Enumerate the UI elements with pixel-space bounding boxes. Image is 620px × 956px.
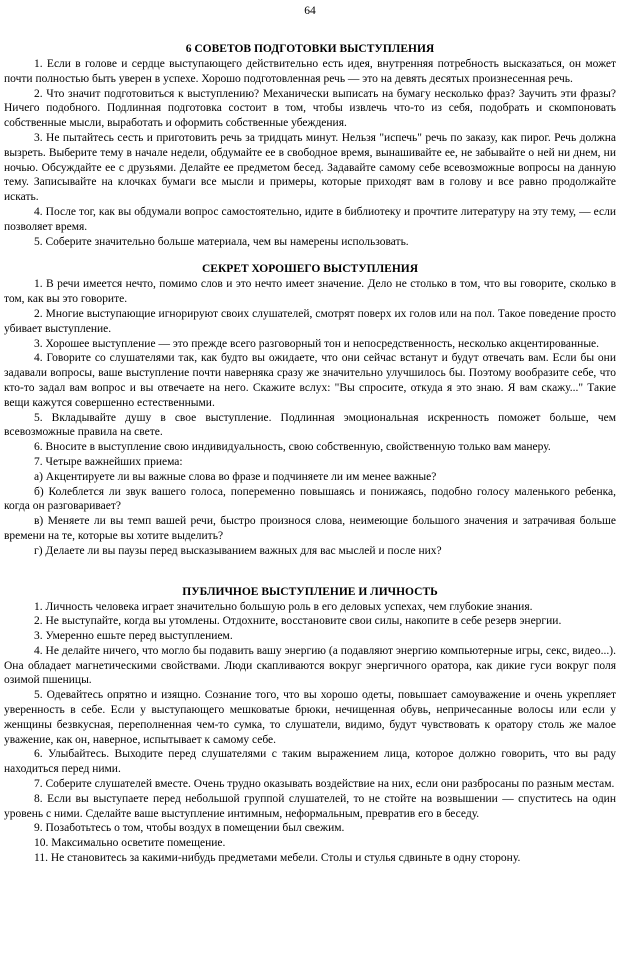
- paragraph: 5. Одевайтесь опрятно и изящно. Сознание того, что вы хорошо одеты, повышает самоуважение и очень укрепляет уверенность в себе. Если у выступающего мешковатые брюки, нечищенная обувь, непричесанные волосы или если у женщины безвкусная, переполненная чем-то сумка, то слушатели, видимо, будут чувствовать к оратору столь же малое уважение, как он, наверное, испытывает к самому себе.: [4, 689, 616, 746]
- section-title: СЕКРЕТ ХОРОШЕГО ВЫСТУПЛЕНИЯ: [201, 263, 419, 276]
- paragraph: 5. Соберите значительно больше материала, чем вы намерены использовать.: [34, 235, 409, 248]
- paragraph: 8. Если вы выступаете перед небольшой группой слушателей, то не стойте на возвышении — спуститесь на один уровень с ними. Сделайте ваше выступление интимным, неформальным, превратив его в беседу.: [4, 792, 616, 820]
- paragraph: 7. Четыре важнейших приема:: [34, 455, 183, 468]
- page-number: 64: [304, 5, 316, 17]
- paragraph: 6. Вносите в выступление свою индивидуальность, свою собственную, свойственную только вам манеру.: [34, 441, 551, 454]
- paragraph: в) Меняете ли вы темп вашей речи, быстро произнося слова, неимеющие большого значения и затрачивая больше времени на те, которые вы хотите выделить?: [4, 515, 616, 542]
- section-good-speech-secret: [4, 262, 616, 558]
- section-preparation: [4, 42, 616, 249]
- paragraph: 2. Многие выступающие игнорируют своих слушателей, смотрят поверх их голов или на пол. Такое поведение просто убивает выступление.: [4, 307, 616, 335]
- paragraph: 7. Соберите слушателей вместе. Очень трудно оказывать воздействие на них, если они разбросаны по разным местам.: [34, 778, 615, 791]
- paragraph: 2. Не выступайте, когда вы утомлены. Отдохните, восстановите свои силы, накопите в себе резерв энергии.: [34, 615, 562, 628]
- paragraph: 10. Максимально осветите помещение.: [34, 837, 226, 850]
- paragraph: 4. После тог, как вы обдумали вопрос самостоятельно, идите в библиотеку и прочтите литературу на эту тему, — если позволяет время.: [4, 205, 616, 233]
- paragraph: 4. Говорите со слушателями так, как будто вы ожидаете, что они сейчас встанут и будут отвечать вам. Если бы они задавали вопросы, ваше выступление почти наверняка сразу же значительно улучшилось бы. Поэтому вообразите себе, что кто-то задал вам вопрос и вы отвечаете на него. Скажите вслух: "Вы спросите, откуда я это знаю. Я вам скажу..." Такие вещи кажутся совершенно естественными.: [4, 352, 616, 409]
- paragraph: 11. Не становитесь за какими-нибудь предметами мебели. Столы и стулья сдвиньте в одну сторону.: [34, 852, 521, 865]
- paragraph: 3. Не пытайтесь сесть и приготовить речь за тридцать минут. Нельзя "испечь" речь по заказу, как пирог. Речь должна вызреть. Выберите тему в начале недели, обдумайте ее в свободное время, вынашивайте ее, не забывайте о ней ни днем, ни ночью. Обсуждайте ее с друзьями. Делайте ее предметом бесед. Задавайте самому себе всевозможные вопросы на данную тему. Записывайте на клочках бумаги все мысли и примеры, которые приходят вам в голову и все равно продолжайте искать.: [4, 131, 616, 204]
- paragraph: б) Колеблется ли звук вашего голоса, попеременно повышаясь и понижаясь, подобно голосу маленького ребенка, когда он разговаривает?: [4, 485, 616, 513]
- paragraph: 3. Хорошее выступление — это прежде всего разговорный тон и непосредственность, несколько акцентированные.: [34, 337, 600, 350]
- paragraph: 9. Позаботьтесь о том, чтобы воздух в помещении был свежим.: [34, 822, 345, 835]
- paragraph: 1. Личность человека играет значительно большую роль в его деловых успехах, чем глубокие знания.: [34, 600, 533, 613]
- paragraph: 5. Вкладывайте душу в свое выступление. Подлинная эмоциональная искренность поможет больше, чем всевозможные правила на свете.: [4, 411, 616, 439]
- section-public-speech-personality: [4, 585, 616, 866]
- paragraph: 1. В речи имеется нечто, помимо слов и это нечто имеет значение. Дело не столько в том, что вы говорите, сколько в том, как вы это говорите.: [4, 278, 616, 306]
- paragraph: 2. Что значит подготовиться к выступлению? Механически выписать на бумагу несколько фраз? Заучить эти фразы? Ничего подобного. Подлинная подготовка состоит в том, чтобы извлечь что-то из себя, подобрать и скомпоновать собственные мысли, выработать и оформить собственные убеждения.: [4, 87, 616, 130]
- paragraph: 3. Умеренно ешьте перед выступлением.: [34, 630, 233, 643]
- paragraph: 1. Если в голове и сердце выступающего действительно есть идея, внутренняя потребность высказаться, он может почти полностью быть уверен в успехе. Хорошо подготовленная речь — это на девять десятых произнесенная речь.: [4, 58, 616, 85]
- paragraph: а) Акцентируете ли вы важные слова во фразе и подчиняете ли им менее важные?: [34, 470, 437, 483]
- paragraph: 4. Не делайте ничего, что могло бы подавить вашу энергию (а подавляют энергию компьютерные игры, секс, видео...). Она обладает магнетическими свойствами. Люди скапливаются вокруг энергичного оратора, как дикие гуси вокруг поля озимой пшеницы.: [4, 644, 616, 687]
- section-title: 6 СОВЕТОВ ПОДГОТОВКИ ВЫСТУПЛЕНИЯ: [185, 43, 435, 55]
- paragraph: 6. Улыбайтесь. Выходите перед слушателями с таким выражением лица, которое должно говорить, что вы раду находиться перед ними.: [4, 748, 616, 776]
- paragraph: г) Делаете ли вы паузы перед высказыванием важных для вас мыслей и после них?: [34, 544, 442, 557]
- section-title: ПУБЛИЧНОЕ ВЫСТУПЛЕНИЕ И ЛИЧНОСТЬ: [182, 585, 438, 598]
